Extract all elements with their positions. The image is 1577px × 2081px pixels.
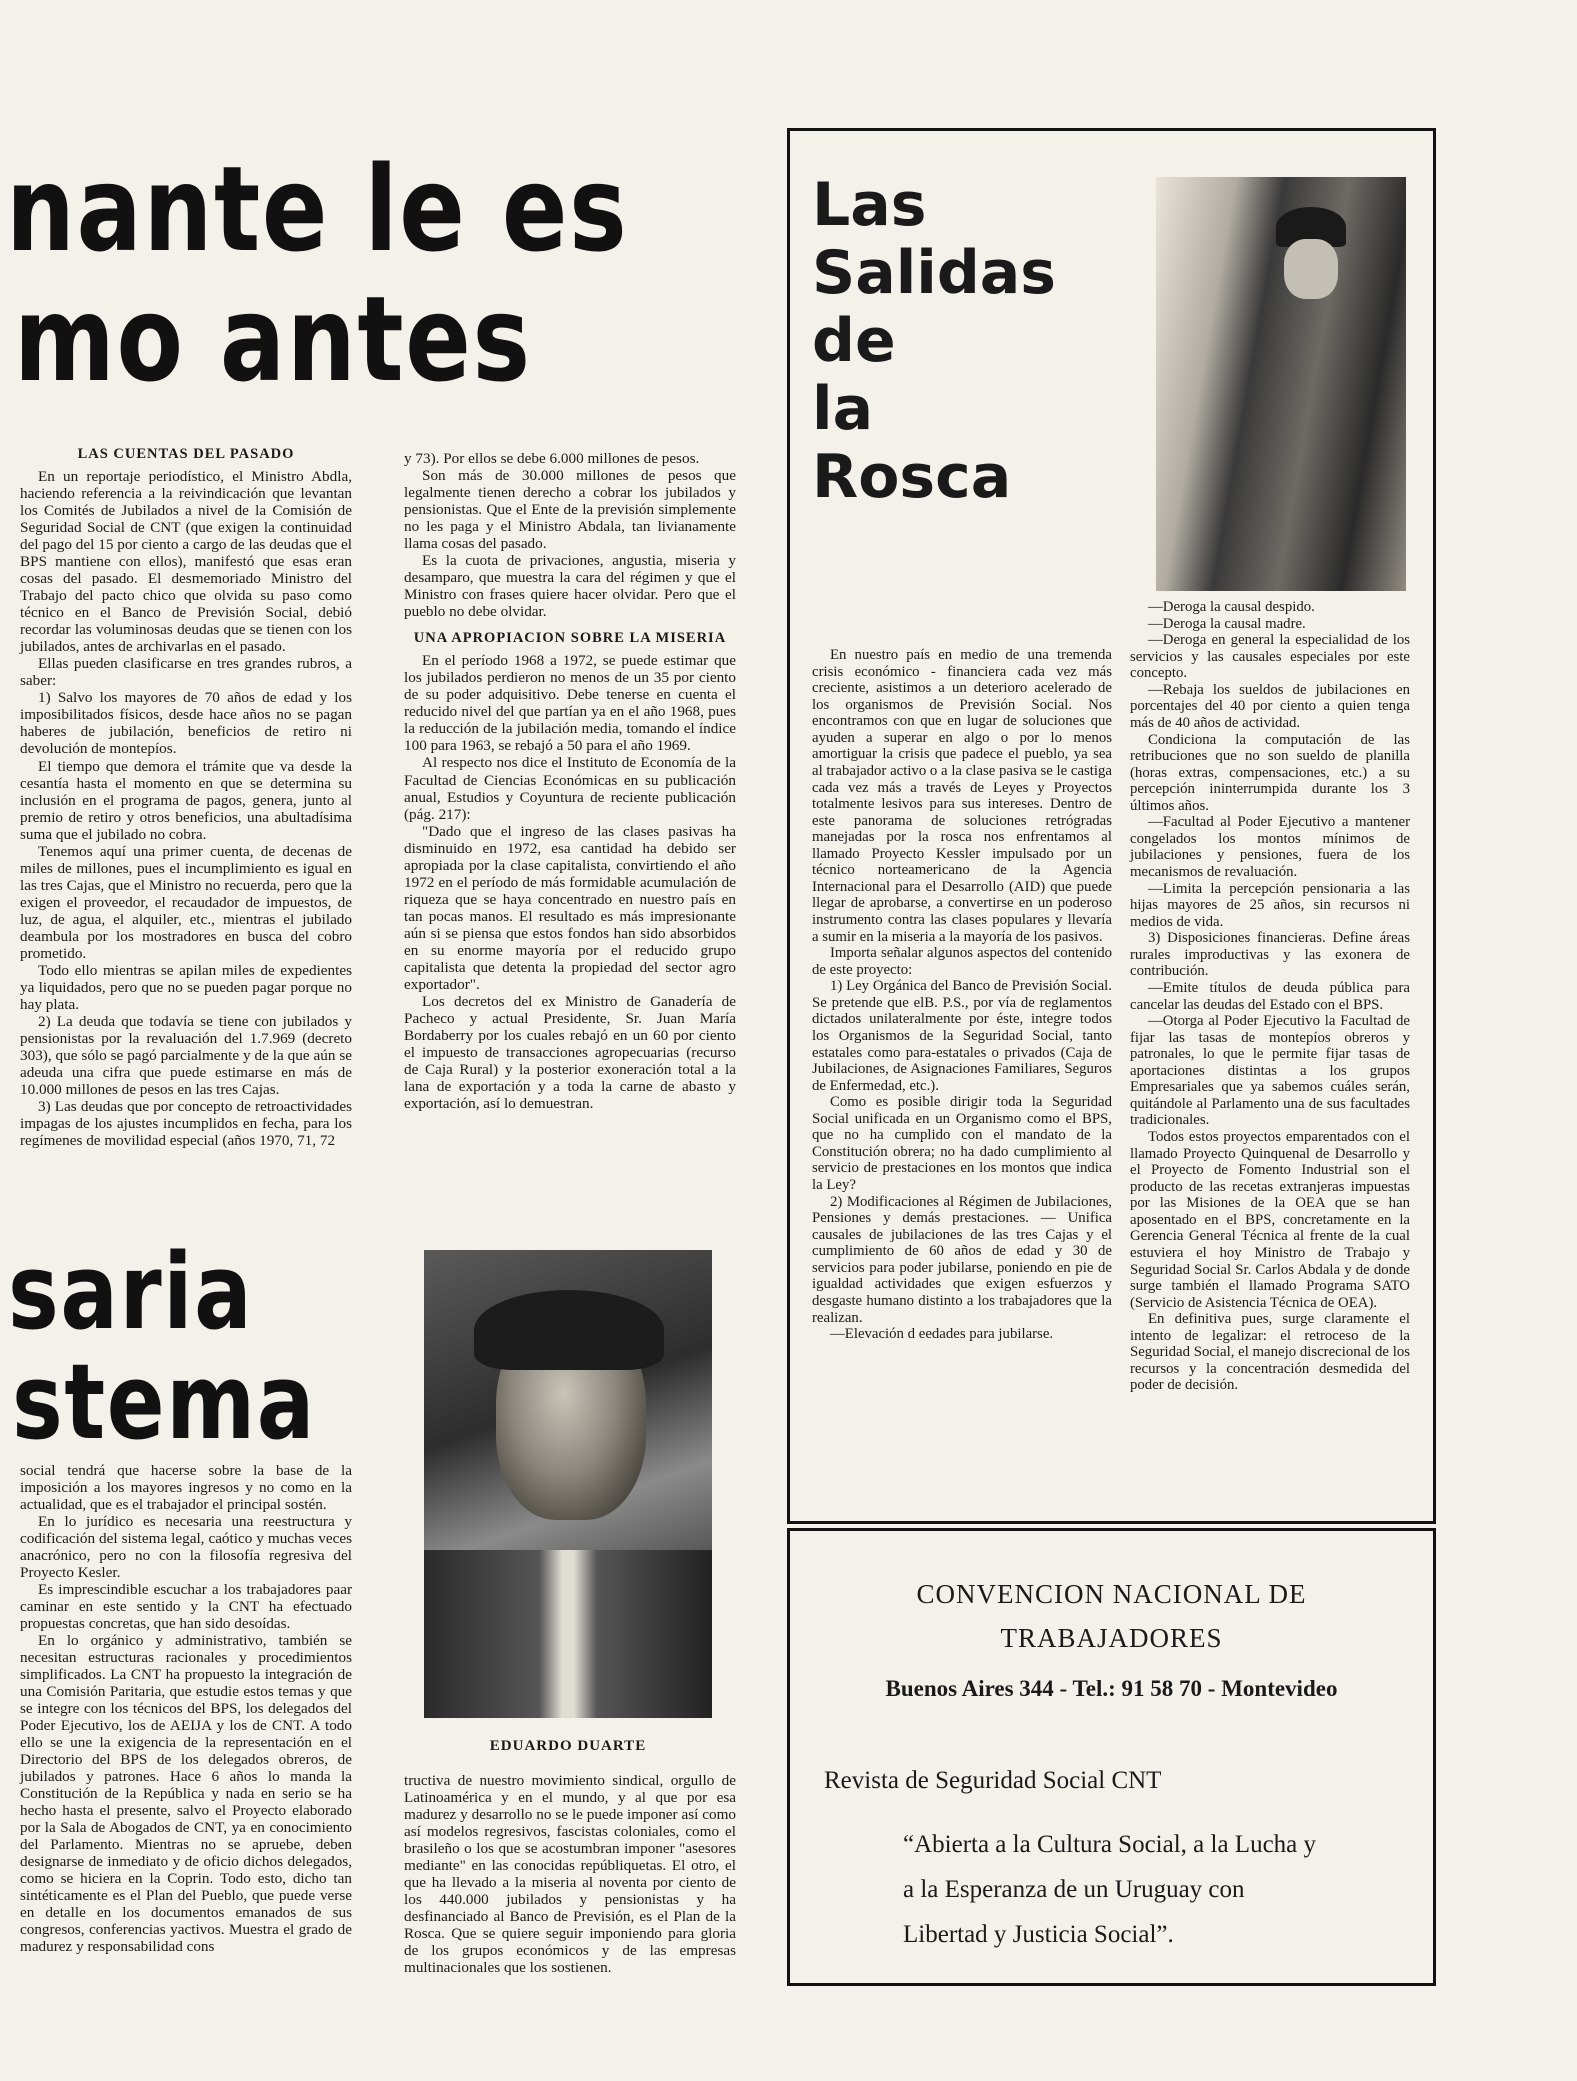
paragraph: 1) Ley Orgánica del Banco de Previsión Social. Se pretende que elB. P.S., por vía de reglamentos dictados unilateralmente por éste, integre todos los Organismos de la Seguridad Social, tanto estatales como para-estatales o privados (Caja de Jubilaciones, de Asignaciones Familiares, Seguros de Enfermedad, etc.). bbox=[812, 978, 1112, 1094]
paragraph: tructiva de nuestro movimiento sindical, orgullo de Latinoamérica y en el mundo, y al que por esa madurez y desarrollo no se le puede imponer así como así modelos regresivos, fascistas coloniales, como el brasileño o los que se acostumbran imponer "asesores mediante" en las conocidas repúbliquetas. El otro, el que ha llevado a la miseria al noventa por ciento de los 440.000 jubilados y pensionistas y ha desfinanciado al Banco de Previsión, es el Plan de la Rosca. Que se quiere seguir imponiendo para gloria de los grupos económicos y de las empresas multinacionales que los sostienen. bbox=[404, 1772, 736, 1977]
paragraph: —Elevación d eedades para jubilarse. bbox=[830, 1326, 1054, 1343]
ad-quote-line1: “Abierta a la Cultura Social, a la Lucha y bbox=[903, 1831, 1317, 1858]
paragraph: Es la cuota de privaciones, angustia, miseria y desamparo, que muestra la cara del régimen y que el Ministro con frases quiere hacer olvidar. Pero que el pueblo no debe olvidar. bbox=[404, 552, 736, 621]
paragraph: "Dado que el ingreso de las clases pasivas ha disminuido en 1972, esa cantidad ha debido ser apropiada por la clase capitalista, convirtiendo el año 1972 en el período de más formidable acumulación de riqueza que se haya concentrado en nuestro país en tan pocas manos. El resultado es más impresionante aún si se piensa que estos fondos han sido absorbidos en su enorme mayoría por el reducido grupo capitalista que detenta la propiedad del sector agro exportador". bbox=[404, 822, 736, 993]
portrait-hair-shape bbox=[474, 1290, 664, 1370]
paragraph: Como es posible dirigir toda la Seguridad Social unificada en un Organismo como el BPS, que no ha cumplido con el mandato de la Constitución obrera; no ha dado cumplimiento al servicio de prestaciones en los montos que indica la Ley? bbox=[812, 1094, 1112, 1193]
paragraph: El tiempo que demora el trámite que va desde la cesantía hasta el momento en que se determina su inclusión en el programa de pagos, genera, junto al premio de retiro y otros beneficios, una abultadísima suma que el jubilado no cobra. bbox=[20, 757, 352, 843]
paragraph: —Facultad al Poder Ejecutivo a mantener congelados los montos mínimos de jubilaciones y pensiones, fuera de los mecanismos de revaluación. bbox=[1130, 814, 1410, 880]
headline-bottom-line1: saria bbox=[8, 1231, 254, 1353]
paragraph: Todos estos proyectos emparentados con el llamado Proyecto Quinquenal de Desarrollo y el Proyecto de Fomento Industrial son el producto de las recetas extranjeras impuestas por las Misiones de la OEA que se han aposentado en el BPS, concretamente en la Gerencia General Técnica al frente de la cual estuviera el hoy Ministro de Trabajo y Seguridad Social Sr. Carlos Abdala y de donde surge también el llamado Programa SATO (Servicio de Asistencia Técnica de OEA). bbox=[1130, 1129, 1410, 1311]
ad-org-line1: CONVENCION NACIONAL DE bbox=[916, 1579, 1307, 1609]
article-duarte-column bbox=[404, 1772, 736, 1976]
paragraph: —Deroga en general la especialidad de los servicios y las causales especiales por este concepto. bbox=[1130, 632, 1410, 682]
article-cuentas-column bbox=[20, 442, 352, 1149]
rosca-title-line: la bbox=[812, 374, 874, 444]
section-heading-cuentas: LAS CUENTAS DEL PASADO bbox=[77, 446, 295, 462]
section-heading-apropiacion: UNA APROPIACION SOBRE LA MISERIA bbox=[413, 630, 727, 647]
rosca-photo-face-shape bbox=[1284, 239, 1338, 299]
portrait-photo-duarte bbox=[424, 1250, 712, 1718]
rosca-photo bbox=[1156, 177, 1406, 591]
rosca-title-line: de bbox=[812, 306, 896, 376]
paragraph: y 73). Por ellos se debe 6.000 millones de pesos. bbox=[404, 450, 700, 467]
paragraph: Importa señalar algunos aspectos del contenido de este proyecto: bbox=[812, 945, 1112, 978]
headline-top-line2: mo antes bbox=[14, 270, 532, 408]
rosca-column-1 bbox=[812, 647, 1112, 1343]
paragraph: 1) Salvo los mayores de 70 años de edad y los imposibilitados físicos, desde hace años no se pagan haberes de jubilación, beneficios de retiro ni devolución de montepíos. bbox=[20, 689, 352, 758]
paragraph: Condiciona la computación de las retribuciones que no son sueldo de planilla (horas extras, compensaciones, etc.) a su percepción ininterrumpida durante los 3 últimos años. bbox=[1130, 731, 1410, 814]
rosca-title-line: Salidas bbox=[812, 238, 1056, 308]
portrait-suit-shape bbox=[424, 1550, 712, 1718]
ad-quote-line3: Libertad y Justicia Social”. bbox=[903, 1921, 1174, 1948]
paragraph: En el período 1968 a 1972, se puede estimar que los jubilados perdieron no menos de un 35 por ciento de su poder adquisitivo. Debe tenerse en cuenta el reducido nivel del que partían ya en el año 1968, pues la reducción de la jubilación media, tomando el índice 100 para 1963, se rebajó a 50 para el año 1969. bbox=[404, 652, 736, 755]
paragraph: En nuestro país en medio de una tremenda crisis económico - financiera cada vez más creciente, asistimos a un deterioro acelerado de los organismos de Previsión Social. Nos encontramos con que en lugar de soluciones que ayuden a superar en algo o por lo menos amortiguar la crisis que padece el pueblo, ya sea al trabajador activo o a la clase pasiva se le castiga cada vez más a través de Leyes y Proyectos totalmente lesivos para sus intereses. Dentro de este panorama de soluciones retrógradas manejadas por la rosca nos enfrentamos al llamado Proyecto Kessler impulsado por un técnico norteamericano de la Agencia Internacional para el Desarrollo (AID) que puede llegar de aprobarse, a convertirse en un poderoso instrumento contra las clases populares y llevaría a sumir en la miseria a la mayoría de los pasivos. bbox=[812, 647, 1112, 945]
paragraph: Al respecto nos dice el Instituto de Economía de la Facultad de Ciencias Económicas en su publicación anual, Estudios y Coyuntura de reciente publicación (pág. 217): bbox=[404, 754, 736, 823]
paragraph: 3) Las deudas que por concepto de retroactividades impagas de los ajustes incumplidos en fecha, para los regímenes de movilidad especial (años 1970, 71, 72 bbox=[20, 1097, 352, 1149]
paragraph: Tenemos aquí una primer cuenta, de decenas de miles de millones, pues el incumplimiento es igual en las tres Cajas, que el Ministro no recuerda, pero que la exigen el proveedor, el recaudador de impuestos, de luz, de agua, el alquiler, etc., mientras el jubilado deambula por los mostradores en busca del cobro prometido. bbox=[20, 842, 352, 962]
paragraph: 3) Disposiciones financieras. Define áreas rurales improductivas y las exonera de contribución. bbox=[1130, 930, 1410, 980]
ad-magazine-title: Revista de Seguridad Social CNT bbox=[824, 1767, 1162, 1794]
rosca-title-line: Rosca bbox=[812, 442, 1012, 512]
paragraph: En definitiva pues, surge claramente el intento de legalizar: el retroceso de la Seguridad Social, el manejo discrecional de los recursos y la concentración desmedida del poder de decisión. bbox=[1130, 1311, 1410, 1394]
paragraph: —Deroga la causal despido. bbox=[1148, 599, 1315, 615]
paragraph: —Rebaja los sueldos de jubilaciones en porcentajes del 40 por ciento a quien tenga más de 40 años de actividad. bbox=[1130, 681, 1410, 731]
rosca-title bbox=[812, 171, 1056, 511]
headline-bottom-line2: stema bbox=[12, 1341, 316, 1463]
paragraph: En lo orgánico y administrativo, también se necesitan estructuras racionales y procedimientos simplificados. La CNT ha propuesto la integración de una Comisión Paritaria, que estudie estos temas y que se integre con los técnicos del BPS, los delegados del Poder Ejecutivo, los de AEIJA y los de CNT. A todo ello se une la exigencia de la representación en el Directorio del BPS de los delegados obreros, de jubilados y patrones. Hace 6 años lo manda la Constitución de la República y nada en serio se ha hecho hasta el presente, salvo el Proyecto elaborado por la Sala de Abogados de CNT, ya en conocimiento del Parlamento. Mientras no se apruebe, deben designarse de inmediato y de oficio dichos delegados, como se hiciera en la Coprin. Todo esto, dicho tan sintéticamente es el Plan del Pueblo, que puede verse en detalle en los documentos emanados de sus congresos, conferencias yactivos. Muestra el grado de madurez y responsabilidad cons bbox=[20, 1632, 352, 1956]
paragraph: Es imprescindible escuchar a los trabajadores paar caminar en este sentido y la CNT ha efectuado propuestas concretas, que han sido desoídas. bbox=[20, 1581, 352, 1633]
paragraph: —Otorga al Poder Ejecutivo la Facultad de fijar las tasas de montepíos obreros y patronales, lo que le permite fijar tasas de aportaciones distintas a los grupos Empresariales que ya sabemos cuáles serán, quitándole al Parlamento una de sus facultades tradicionales. bbox=[1130, 1013, 1410, 1129]
paragraph: Todo ello mientras se apilan miles de expedientes ya liquidados, pero que no se pueden pagar porque no hay plata. bbox=[20, 961, 352, 1013]
paragraph: 2) La deuda que todavía se tiene con jubilados y pensionistas por la revaluación del 1.7.969 (decreto 303), que sólo se pagó parcialmente y de la que aún se adeuda una cifra que puede estimarse en más de 10.000 millones de pesos en las tres Cajas. bbox=[20, 1012, 352, 1098]
photo-caption-duarte: EDUARDO DUARTE bbox=[489, 1738, 647, 1754]
cnt-advertisement-box bbox=[787, 1528, 1436, 1986]
rosca-column-2 bbox=[1130, 599, 1410, 1394]
paragraph: social tendrá que hacerse sobre la base de la imposición a los mayores ingresos y no como en la actualidad, que es el trabajador el principal sostén. bbox=[20, 1462, 352, 1514]
article-sistema-column bbox=[20, 1462, 352, 1955]
rosca-article-box bbox=[787, 128, 1436, 1524]
ad-address: Buenos Aires 344 - Tel.: 91 58 70 - Montevideo bbox=[885, 1676, 1338, 1701]
paragraph: Los decretos del ex Ministro de Ganadería de Pacheco y actual Presidente, Sr. Juan María Bordaberry por los cuales rebajó en un 60 por ciento el impuesto de transacciones agropecuarias (recurso de Caja Rural) y la posterior exoneración total a la lana de exportación y a toda la carne de abasto y exportación, así lo demuestran. bbox=[404, 992, 736, 1112]
paragraph: En un reportaje periodístico, el Ministro Abdla, haciendo referencia a la reivindicación que levantan los Comités de Jubilados a nivel de la Comisión de Seguridad Social de CNT (que exigen la continuidad del pago del 15 por ciento a cargo de las deudas que el BPS mantiene con ellos), manifestó que esas eran cosas del pasado. El desmemoriado Ministro del Trabajo del pacto chico que olvida su paso como técnico en el Banco de Previsión Social, debió recordar las voluminosas deudas que se tienen con los jubilados, antes de archivarlas en el pasado. bbox=[20, 468, 352, 656]
ad-org-line2: TRABAJADORES bbox=[1000, 1623, 1223, 1653]
paragraph: —Deroga la causal madre. bbox=[1148, 615, 1306, 632]
paragraph: 2) Modificaciones al Régimen de Jubilaciones, Pensiones y demás prestaciones. — Unifica causales de jubilaciones de las tres Cajas y el cumplimiento de 60 años de edad y 30 de servicios para poder jubilarse, poniendo en pie de igualdad actividades que exigen esfuerzos y desgaste humano distinto a los trabajadores que la realizan. bbox=[812, 1193, 1112, 1326]
paragraph: —Emite títulos de deuda pública para cancelar las deudas del Estado con el BPS. bbox=[1130, 979, 1410, 1013]
paragraph: Ellas pueden clasificarse en tres grandes rubros, a saber: bbox=[20, 655, 352, 690]
paragraph: —Limita la percepción pensionaria a las hijas mayores de 25 años, sin recursos ni medios de vida. bbox=[1130, 880, 1410, 930]
ad-quote-line2: a la Esperanza de un Uruguay con bbox=[903, 1876, 1245, 1903]
rosca-title-line: Las bbox=[812, 170, 927, 240]
paragraph: Son más de 30.000 millones de pesos que legalmente tienen derecho a cobrar los jubilados y pensionistas. Que el Ente de la previsión simplemente no les paga y el Ministro Abdala, tan livianamente llama cosas del pasado. bbox=[404, 467, 736, 553]
headline-top-line1: nante le es bbox=[6, 140, 629, 278]
paragraph: En lo jurídico es necesaria una reestructura y codificación del sistema legal, caótico y muchas veces anacrónico, pero no con la filosofía regresiva del Proyecto Kesler. bbox=[20, 1513, 352, 1582]
article-apropiacion-column bbox=[404, 450, 736, 1112]
